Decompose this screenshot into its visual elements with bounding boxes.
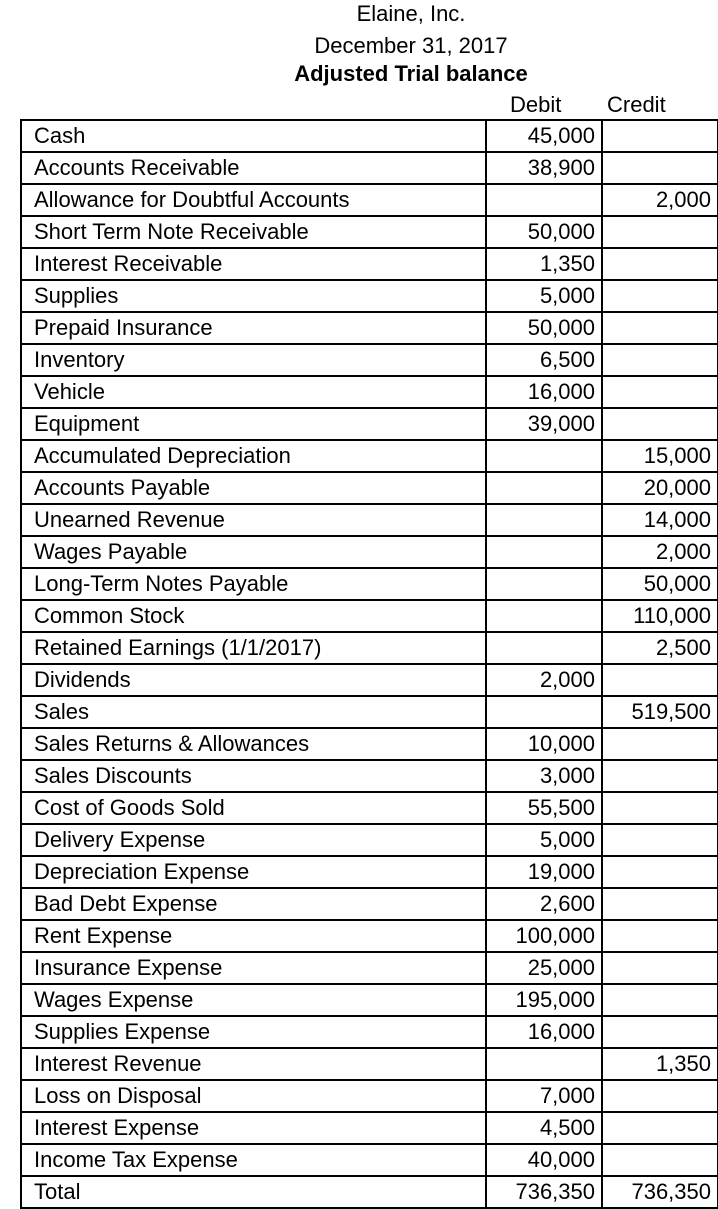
account-name: Sales xyxy=(21,696,486,728)
table-row xyxy=(21,1016,718,1048)
report-date: December 31, 2017 xyxy=(314,33,508,58)
credit-amount: 15,000 xyxy=(602,440,718,472)
account-name: Vehicle xyxy=(21,376,486,408)
table-row xyxy=(21,1144,718,1176)
credit-amount xyxy=(602,1144,718,1176)
account-name: Accounts Payable xyxy=(21,472,486,504)
credit-amount xyxy=(602,248,718,280)
account-name: Short Term Note Receivable xyxy=(21,216,486,248)
table-row xyxy=(21,472,718,504)
table-row xyxy=(21,824,718,856)
account-name: Supplies Expense xyxy=(21,1016,486,1048)
debit-amount xyxy=(486,440,602,472)
credit-amount xyxy=(602,344,718,376)
debit-amount: 16,000 xyxy=(486,376,602,408)
credit-amount: 1,350 xyxy=(602,1048,718,1080)
debit-amount: 7,000 xyxy=(486,1080,602,1112)
debit-amount: 100,000 xyxy=(486,920,602,952)
credit-amount xyxy=(602,984,718,1016)
total-credit: 736,350 xyxy=(602,1176,718,1208)
credit-amount: 50,000 xyxy=(602,568,718,600)
credit-amount xyxy=(602,824,718,856)
report-title: Adjusted Trial balance xyxy=(294,61,528,86)
table-row xyxy=(21,1080,718,1112)
table-row xyxy=(21,216,718,248)
account-name: Interest Revenue xyxy=(21,1048,486,1080)
debit-amount: 16,000 xyxy=(486,1016,602,1048)
table-row xyxy=(21,120,718,152)
table-row xyxy=(21,600,718,632)
debit-amount: 5,000 xyxy=(486,824,602,856)
debit-amount xyxy=(486,568,602,600)
debit-amount: 4,500 xyxy=(486,1112,602,1144)
credit-amount xyxy=(602,760,718,792)
table-row xyxy=(21,664,718,696)
table-row xyxy=(21,184,718,216)
credit-column-header: Credit xyxy=(607,92,666,117)
account-name: Accumulated Depreciation xyxy=(21,440,486,472)
table-row xyxy=(21,1112,718,1144)
debit-amount: 3,000 xyxy=(486,760,602,792)
account-name: Rent Expense xyxy=(21,920,486,952)
account-name: Wages Expense xyxy=(21,984,486,1016)
table-row xyxy=(21,760,718,792)
table-row xyxy=(21,952,718,984)
table-row xyxy=(21,696,718,728)
debit-amount: 25,000 xyxy=(486,952,602,984)
account-name: Allowance for Doubtful Accounts xyxy=(21,184,486,216)
account-name: Sales Returns & Allowances xyxy=(21,728,486,760)
debit-amount: 10,000 xyxy=(486,728,602,760)
debit-amount: 40,000 xyxy=(486,1144,602,1176)
credit-amount xyxy=(602,120,718,152)
debit-amount xyxy=(486,536,602,568)
total-debit: 736,350 xyxy=(486,1176,602,1208)
debit-amount: 50,000 xyxy=(486,312,602,344)
account-name: Unearned Revenue xyxy=(21,504,486,536)
table-row xyxy=(21,792,718,824)
credit-amount xyxy=(602,216,718,248)
credit-amount xyxy=(602,792,718,824)
debit-amount: 45,000 xyxy=(486,120,602,152)
credit-amount xyxy=(602,664,718,696)
credit-amount: 110,000 xyxy=(602,600,718,632)
debit-amount: 55,500 xyxy=(486,792,602,824)
account-name: Common Stock xyxy=(21,600,486,632)
debit-amount xyxy=(486,184,602,216)
account-name: Delivery Expense xyxy=(21,824,486,856)
account-name: Dividends xyxy=(21,664,486,696)
debit-amount: 5,000 xyxy=(486,280,602,312)
debit-amount xyxy=(486,600,602,632)
account-name: Prepaid Insurance xyxy=(21,312,486,344)
debit-amount: 1,350 xyxy=(486,248,602,280)
debit-amount: 19,000 xyxy=(486,856,602,888)
table-row xyxy=(21,888,718,920)
credit-amount xyxy=(602,1016,718,1048)
table-row xyxy=(21,568,718,600)
table-row xyxy=(21,440,718,472)
table-row xyxy=(21,536,718,568)
account-name: Bad Debt Expense xyxy=(21,888,486,920)
debit-amount: 38,900 xyxy=(486,152,602,184)
credit-amount xyxy=(602,1080,718,1112)
table-row xyxy=(21,312,718,344)
credit-amount: 2,000 xyxy=(602,184,718,216)
credit-amount: 14,000 xyxy=(602,504,718,536)
debit-amount: 6,500 xyxy=(486,344,602,376)
table-row xyxy=(21,280,718,312)
table-row xyxy=(21,1048,718,1080)
account-name: Interest Expense xyxy=(21,1112,486,1144)
credit-amount xyxy=(602,376,718,408)
account-name: Cost of Goods Sold xyxy=(21,792,486,824)
account-name: Retained Earnings (1/1/2017) xyxy=(21,632,486,664)
table-row xyxy=(21,504,718,536)
credit-amount xyxy=(602,312,718,344)
credit-amount xyxy=(602,728,718,760)
credit-amount xyxy=(602,152,718,184)
credit-amount: 2,000 xyxy=(602,536,718,568)
table-row xyxy=(21,632,718,664)
debit-amount xyxy=(486,504,602,536)
credit-amount xyxy=(602,408,718,440)
table-row xyxy=(21,344,718,376)
account-name: Inventory xyxy=(21,344,486,376)
account-name: Equipment xyxy=(21,408,486,440)
table-row xyxy=(21,920,718,952)
account-name: Insurance Expense xyxy=(21,952,486,984)
account-name: Wages Payable xyxy=(21,536,486,568)
debit-amount: 50,000 xyxy=(486,216,602,248)
debit-amount xyxy=(486,696,602,728)
account-name: Interest Receivable xyxy=(21,248,486,280)
account-name: Loss on Disposal xyxy=(21,1080,486,1112)
debit-amount xyxy=(486,1048,602,1080)
debit-amount: 2,000 xyxy=(486,664,602,696)
total-row xyxy=(21,1176,718,1208)
credit-amount xyxy=(602,280,718,312)
debit-column-header: Debit xyxy=(510,92,562,117)
credit-amount: 20,000 xyxy=(602,472,718,504)
debit-amount: 195,000 xyxy=(486,984,602,1016)
credit-amount xyxy=(602,1112,718,1144)
account-name: Income Tax Expense xyxy=(21,1144,486,1176)
debit-amount: 39,000 xyxy=(486,408,602,440)
account-name: Sales Discounts xyxy=(21,760,486,792)
account-name: Long-Term Notes Payable xyxy=(21,568,486,600)
table-row xyxy=(21,152,718,184)
company-name: Elaine, Inc. xyxy=(356,1,466,26)
debit-amount xyxy=(486,472,602,504)
trial-balance-table xyxy=(20,119,718,1209)
debit-amount xyxy=(486,632,602,664)
table-row xyxy=(21,376,718,408)
table-row xyxy=(21,248,718,280)
table-row xyxy=(21,408,718,440)
credit-amount xyxy=(602,920,718,952)
account-name: Cash xyxy=(21,120,486,152)
table-row xyxy=(21,728,718,760)
credit-amount xyxy=(602,888,718,920)
total-label: Total xyxy=(21,1176,486,1208)
table-row xyxy=(21,856,718,888)
account-name: Supplies xyxy=(21,280,486,312)
credit-amount: 2,500 xyxy=(602,632,718,664)
credit-amount xyxy=(602,952,718,984)
table-row xyxy=(21,984,718,1016)
credit-amount: 519,500 xyxy=(602,696,718,728)
credit-amount xyxy=(602,856,718,888)
account-name: Depreciation Expense xyxy=(21,856,486,888)
account-name: Accounts Receivable xyxy=(21,152,486,184)
debit-amount: 2,600 xyxy=(486,888,602,920)
